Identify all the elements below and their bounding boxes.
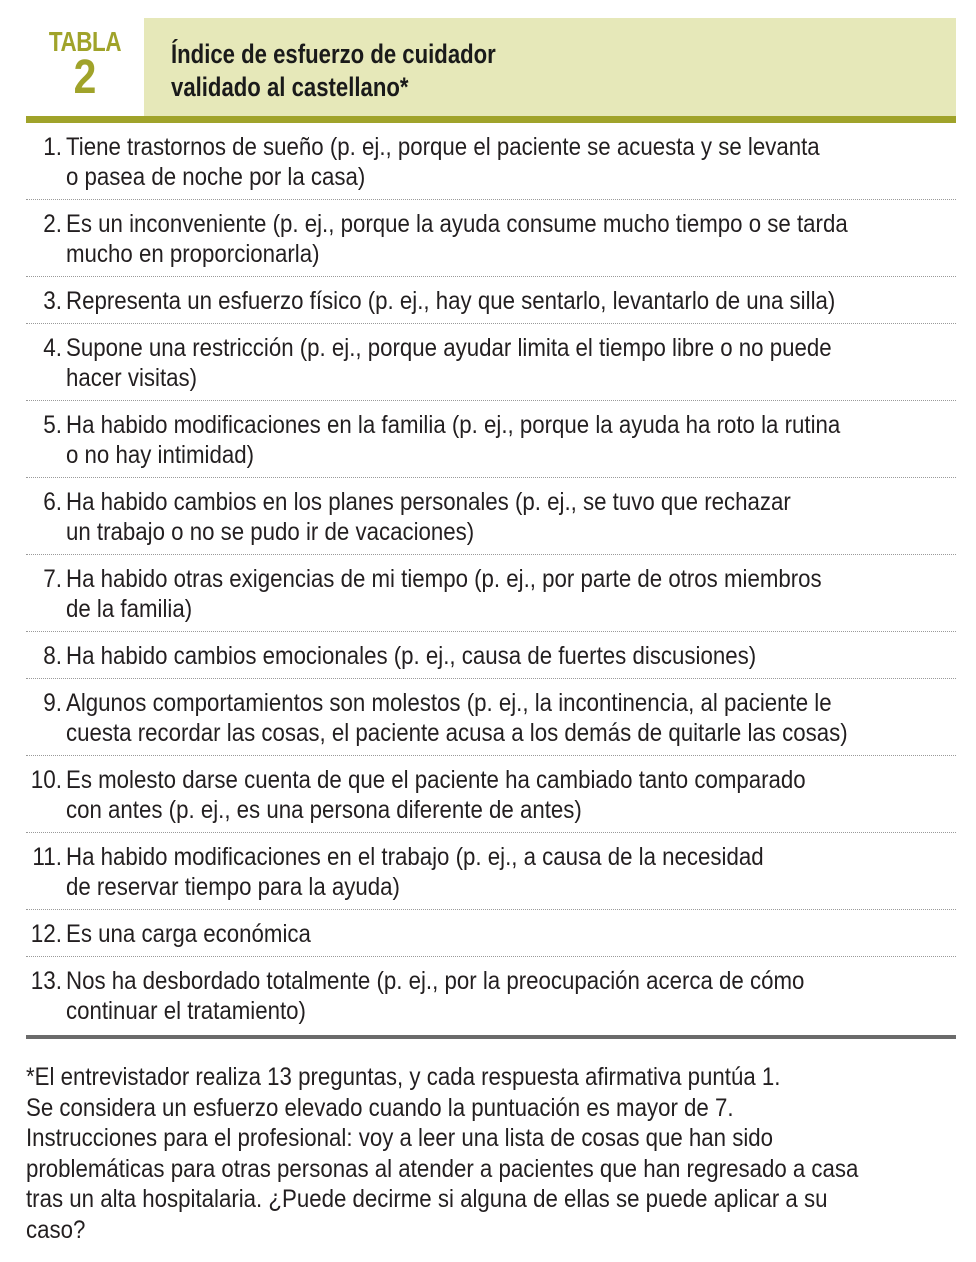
item-text bbox=[66, 688, 956, 748]
item-text bbox=[66, 487, 956, 547]
list-item bbox=[26, 910, 956, 957]
item-number: 11. bbox=[32, 843, 62, 871]
item-number: 2. bbox=[43, 210, 62, 238]
footnote-line: tras un alta hospitalaria. ¿Puede decirme si alguna de ellas se puede aplicar a su bbox=[26, 1185, 828, 1213]
item-text-line: Ha habido cambios emocionales (p. ej., causa de fuertes discusiones) bbox=[66, 642, 757, 670]
table-header bbox=[26, 18, 956, 116]
list-item bbox=[26, 555, 956, 632]
footnote-line: problemáticas para otras personas al atender a pacientes que han regresado a casa bbox=[26, 1154, 859, 1183]
list-item bbox=[26, 756, 956, 833]
footnote-line: Se considera un esfuerzo elevado cuando la puntuación es mayor de 7. bbox=[26, 1093, 734, 1122]
footnote-line: Instrucciones para el profesional: voy a leer una lista de cosas que han sido bbox=[26, 1124, 774, 1152]
item-text bbox=[66, 286, 956, 316]
footnote-line: caso? bbox=[26, 1215, 86, 1244]
item-number: 6. bbox=[43, 488, 62, 516]
item-text-line: Nos ha desbordado totalmente (p. ej., por la preocupación acerca de cómo bbox=[66, 967, 805, 995]
item-text-line: Ha habido cambios en los planes personales (p. ej., se tuvo que rechazar bbox=[66, 488, 791, 516]
item-text bbox=[66, 132, 956, 192]
item-text-line: con antes (p. ej., es una persona diferente de antes) bbox=[66, 796, 582, 824]
item-text bbox=[66, 641, 956, 671]
item-text-line: Es molesto darse cuenta de que el paciente ha cambiado tanto comparado bbox=[66, 766, 806, 794]
table-title-line: validado al castellano* bbox=[171, 72, 409, 102]
list-item bbox=[26, 833, 956, 910]
item-number: 13. bbox=[30, 967, 62, 995]
item-text bbox=[66, 410, 956, 470]
item-text bbox=[66, 333, 956, 393]
list-item bbox=[26, 200, 956, 277]
item-number: 1. bbox=[43, 133, 62, 161]
item-text-line: o no hay intimidad) bbox=[66, 441, 254, 469]
item-text bbox=[66, 564, 956, 624]
list-item bbox=[26, 324, 956, 401]
item-text-line: Ha habido modificaciones en el trabajo (p. ej., a causa de la necesidad bbox=[66, 843, 764, 871]
list-item bbox=[26, 123, 956, 200]
header-divider bbox=[26, 116, 956, 123]
list-item bbox=[26, 277, 956, 324]
table-title bbox=[171, 38, 745, 104]
item-number: 10. bbox=[30, 766, 62, 794]
item-text-line: Es un inconveniente (p. ej., porque la ayuda consume mucho tiempo o se tarda bbox=[66, 210, 848, 238]
item-text bbox=[66, 209, 956, 269]
list-item bbox=[26, 957, 956, 1034]
item-text-line: Representa un esfuerzo físico (p. ej., hay que sentarlo, levantarlo de una silla) bbox=[66, 287, 836, 315]
item-text-line: un trabajo o no se pudo ir de vacaciones) bbox=[66, 518, 475, 546]
item-number: 5. bbox=[43, 411, 62, 439]
item-text-line: continuar el tratamiento) bbox=[66, 997, 306, 1025]
item-text bbox=[66, 919, 956, 949]
item-text-line: o pasea de noche por la casa) bbox=[66, 163, 366, 191]
item-text bbox=[66, 966, 956, 1026]
table-title-line: Índice de esfuerzo de cuidador bbox=[171, 39, 496, 69]
item-text bbox=[66, 842, 956, 902]
table-number: 2 bbox=[73, 51, 97, 104]
item-text-line: Supone una restricción (p. ej., porque ayudar limita el tiempo libre o no puede bbox=[66, 334, 832, 362]
footnote bbox=[26, 1062, 961, 1245]
item-text-line: de reservar tiempo para la ayuda) bbox=[66, 873, 400, 901]
item-text-line: hacer visitas) bbox=[66, 364, 198, 392]
footnote-line: *El entrevistador realiza 13 preguntas, y cada respuesta afirmativa puntúa 1. bbox=[26, 1063, 781, 1091]
item-number: 12. bbox=[30, 920, 62, 948]
list-item bbox=[26, 679, 956, 756]
item-number: 9. bbox=[43, 689, 62, 717]
item-text-line: Algunos comportamientos son molestos (p. ej., la incontinencia, al paciente le bbox=[66, 689, 832, 717]
list-item bbox=[26, 632, 956, 679]
item-text-line: Es una carga económica bbox=[66, 920, 311, 948]
item-number: 8. bbox=[43, 642, 62, 670]
item-text-line: Ha habido modificaciones en la familia (p. ej., porque la ayuda ha roto la rutina bbox=[66, 411, 841, 439]
item-text bbox=[66, 765, 956, 825]
list-item bbox=[26, 401, 956, 478]
item-number: 7. bbox=[43, 565, 62, 593]
table-label-box bbox=[26, 18, 144, 116]
item-number: 4. bbox=[43, 334, 62, 362]
list-item bbox=[26, 478, 956, 555]
item-number: 3. bbox=[43, 287, 62, 315]
item-text-line: cuesta recordar las cosas, el paciente acusa a los demás de quitarle las cosas) bbox=[66, 719, 848, 747]
item-list bbox=[26, 123, 956, 1034]
list-bottom-divider bbox=[26, 1035, 956, 1039]
item-text-line: de la familia) bbox=[66, 595, 193, 623]
item-text-line: Ha habido otras exigencias de mi tiempo (p. ej., por parte de otros miembros bbox=[66, 565, 822, 593]
table-title-box bbox=[144, 18, 956, 116]
item-text-line: Tiene trastornos de sueño (p. ej., porque el paciente se acuesta y se levanta bbox=[66, 133, 820, 161]
item-text-line: mucho en proporcionarla) bbox=[66, 240, 320, 268]
table-label: TABLA bbox=[48, 26, 122, 57]
